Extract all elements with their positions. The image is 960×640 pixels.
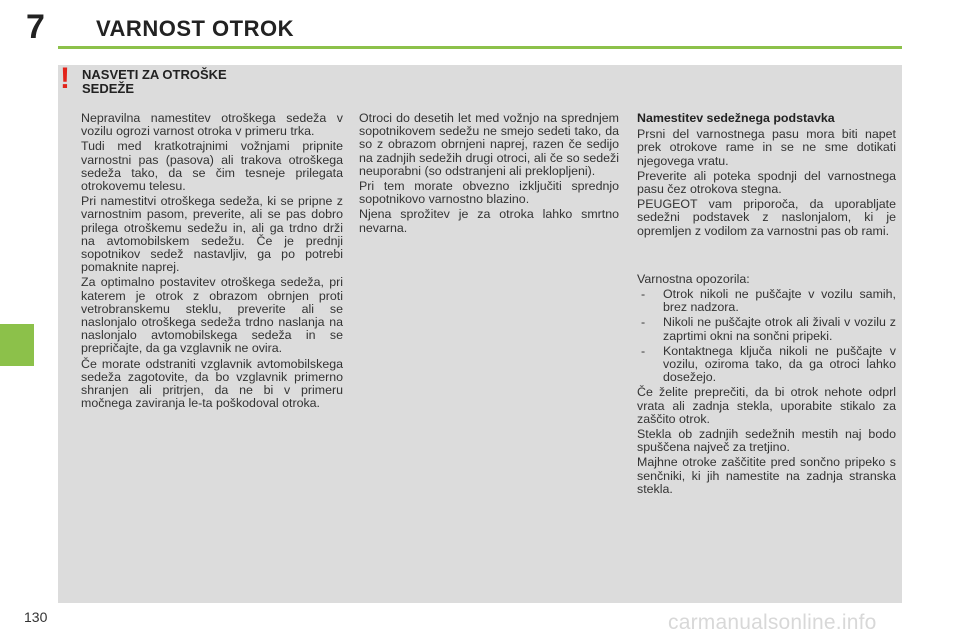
paragraph: Za optimalno postavitev otroškega sedeža, pri katerem je otrok z obrazom obrnjen proti vetrobranskemu steklu, preverite ali se naslonjalo otroškega sedeža trdno naslanja na naslonjalo avtomobilskega sedeža in se prepričajte, da ga vzglavnik ne ovira. (81, 275, 343, 356)
spacer (637, 240, 896, 273)
paragraph: Majhne otroke zaščitite pred sončno pripeko s senčniki, ki jih namestite na zadnja stranska stekla. (637, 455, 896, 496)
paragraph: PEUGEOT vam priporoča, da uporabljate sedežni podstavek z naslonjalom, ki je opremljen z vodilom za varnostni pas ob rami. (637, 197, 896, 238)
section-title-line2: SEDEŽE (82, 81, 135, 96)
text-column-2 (359, 112, 619, 237)
chapter-number: 7 (26, 8, 45, 46)
booster-seat-subheading: Namestitev sedežnega podstavka (637, 111, 835, 125)
paragraph: Pri tem morate obvezno izključiti sprednjo sopotnikovo varnostno blazino. (359, 179, 619, 207)
warning-exclamation-icon: ! (60, 62, 70, 95)
text-column-1 (81, 112, 343, 412)
paragraph: Prsni del varnostnega pasu mora biti napet prek otrokove rame in se ne sme dotikati njegovega vratu. (637, 127, 896, 168)
watermark: carmanualsonline.info (668, 611, 877, 634)
paragraph: Preverite ali poteka spodnji del varnostnega pasu čez otrokova stegna. (637, 168, 896, 197)
header-divider (58, 46, 902, 49)
list-item: - Kontaktnega ključa nikoli ne puščajte v vozilu, oziroma tako, da ga otroci lahko dosežejo. (637, 345, 896, 385)
paragraph: Pri namestitvi otroškega sedeža, ki se pripne z varnostnim pasom, preverite, ali se pas dobro prilega otroškemu sedežu in, ali ga trdno drži na avtomobilskem sedežu. Če je prednji sopotnikov sedež nastavljiv, ga po potrebi pomaknite naprej. (81, 194, 343, 275)
section-title-line1: NASVETI ZA OTROŠKE (82, 67, 227, 82)
paragraph: Nepravilna namestitev otroškega sedeža v vozilu ogrozi varnost otroka v primeru trka. (81, 111, 343, 139)
page-number: 130 (24, 609, 48, 625)
paragraph: Otroci do desetih let med vožnjo na sprednjem sopotnikovem sedežu ne smejo sedeti tako, da so z obrazom obrnjeni naprej, razen če sedijo na zadnjih sedežih drugi otroci, ali če so sedeži neuporabni (so odstranjeni ali preklopljeni). (359, 111, 619, 178)
warnings-list (637, 288, 896, 384)
section-title (82, 68, 227, 96)
paragraph: Če morate odstraniti vzglavnik avtomobilskega sedeža zagotovite, da bo vzglavnik primerno shranjen ali pritrjen, da ne bi v primeru močnega zaviranja le-ta poškodoval otroka. (81, 356, 343, 411)
text-column-3 (637, 112, 896, 498)
list-item: - Otrok nikoli ne puščajte v vozilu samih, brez nadzora. (637, 288, 896, 314)
chapter-side-tab (0, 324, 34, 366)
chapter-title: VARNOST OTROK (96, 16, 294, 41)
paragraph: Če želite preprečiti, da bi otrok nehote odprl vrata ali zadnja stekla, uporabite stikalo za zaščito otrok. (637, 385, 896, 426)
warnings-intro: Varnostna opozorila: (637, 271, 750, 286)
list-item: - Nikoli ne puščajte otrok ali živali v vozilu z zaprtimi okni na sončni pripeki. (637, 316, 896, 342)
paragraph: Njena sprožitev je za otroka lahko smrtno nevarna. (359, 207, 619, 235)
paragraph: Tudi med kratkotrajnimi vožnjami pripnite varnostni pas (pasova) ali trakova otroškega sedeža tako, da se čim tesneje prilegata otrokovemu telesu. (81, 139, 343, 194)
paragraph: Stekla ob zadnjih sedežnih mestih naj bodo spuščena največ za tretjino. (637, 427, 896, 455)
